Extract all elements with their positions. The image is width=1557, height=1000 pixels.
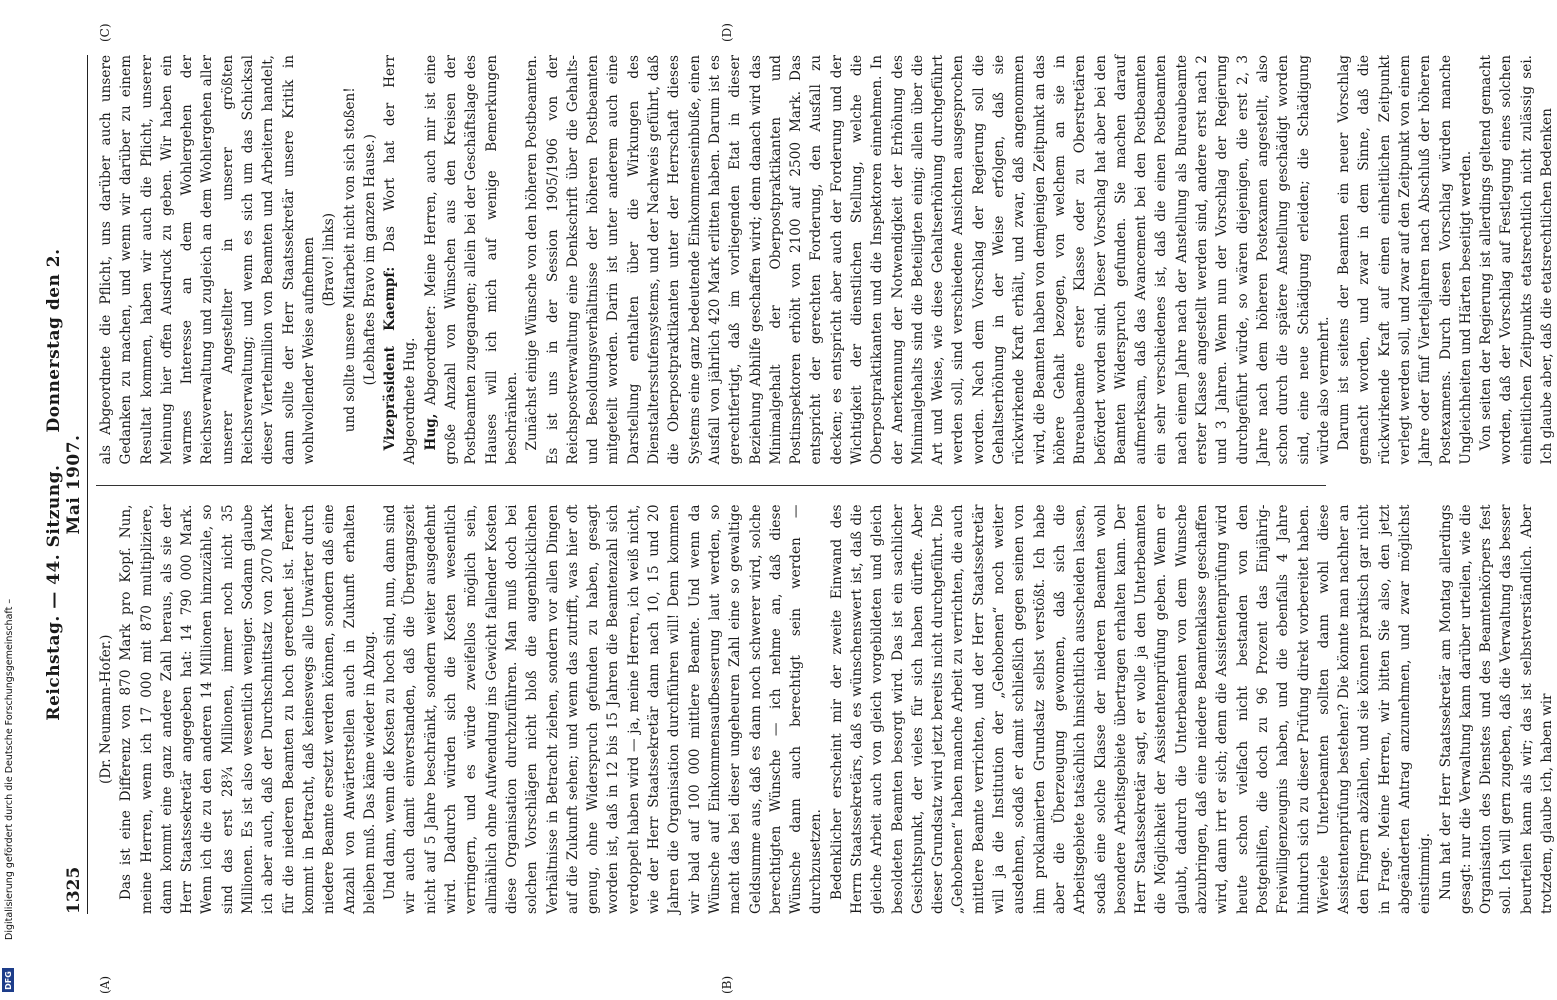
paragraph: Und dann, wenn die Kosten zu hoch sind, nun, dann sind wir auch damit einverstanden, daß die Übergangszeit nicht auf 5 Jahre beschränkt, sondern weiter ausgedehnt wird. Dadurch würden sich die Kosten wesentlich verringern, und es würde zweifellos möglich sein, allmählich ohne Aufwendung ins Gewicht fallender Kosten diese Organisation durchzuführen. Man muß doch bei solchen Vorschlägen nicht bloß die augenblicklichen Verhältnisse in Betracht ziehen, sondern vor allen Dingen auf die Zukunft sehen; und wenn das zutrifft, was hier oft genug, ohne Widerspruch gefunden zu haben, gesagt worden ist, daß in 12 bis 15 Jahren die Beamtenzahl sich verdoppelt haben wird — ja, meine Herren, ich weiß nicht, wie der Herr Staatssekretär dann nach 10, 15 und 20 Jahren die Organisation durchführen will! Denn kommen wir bald auf 100 000 mittlere Beamte. Und wenn da Wünsche auf Einkommensaufbesserung laut werden, so macht das bei dieser ungeheuren Zahl eine so gewaltige Geldsumme aus, daß es dann noch schwerer wird, solche berechtigten Wünsche — ich nehme an, daß diese Wünsche dann auch berechtigt sein werden — durchzusetzen.: [382, 504, 825, 914]
header-page-number: 1325: [64, 866, 84, 914]
paragraph: Darum ist seitens der Beamten ein neuer Vorschlag gemacht worden, und zwar in dem Sinne, daß die rückwirkende Kraft auf einen einheitlichen Zeitpunkt verlegt werden soll, und zwar auf den Zeitpunkt von einem Jahre oder fünf Vierteljahren nach Abschluß der höheren Postexamens. Durch diesen Vorschlag würden manche Ungleichheiten und Härten beseitigt werden.: [1336, 55, 1474, 465]
footer-text: Digitalisierung gefördert durch die Deutsche Forschungsgemeinschaft –: [4, 598, 15, 940]
header-date: Donnerstag den 2. Mai 1907.: [44, 248, 84, 535]
paragraph: Nun hat der Herr Staatssekretär am Montag allerdings gesagt: nur die Verwaltung kann darüber urteilen, wie die Organisation des Dienstes und des Beamtenkörpers fest soll. Ich will gern zugeben, daß die Verwaltung das besser beurteilen kann als wir; das ist selbstverständlich. Aber trotzdem, glaube ich, haben wir: [1437, 504, 1556, 914]
text-columns: [96, 54, 1556, 914]
header-session: Reichstag. — 44. Sitzung.: [44, 464, 64, 721]
chair-announcement: [380, 55, 421, 465]
column-divider: [96, 485, 1326, 486]
logo-text: DFG: [3, 970, 13, 990]
left-column: [96, 504, 1556, 915]
margin-marker-d: (D): [720, 23, 734, 42]
dfg-logo: [2, 968, 14, 992]
speaker-name: Hug,: [422, 413, 439, 451]
right-column: [96, 54, 1556, 465]
chair-speaker-name: Vizepräsident Kaempf:: [382, 266, 399, 451]
margin-marker-b: (B): [720, 975, 734, 994]
interjection: (Lebhaftes Bravo im ganzen Hause.): [361, 134, 378, 386]
speech-opening: [421, 55, 522, 465]
paragraph: Abgeordneter: Meine Herren, auch mir ist eine große Anzahl von Wünschen aus den Kreisen der Postbeamten zugegangen; allein bei der Geschäftslage des Hauses will ich mich auf wenige Bemerkungen beschränken.: [422, 54, 520, 465]
paragraph: Das ist eine Differenz von 870 Mark pro Kopf. Nun, meine Herren, wenn ich 17 000 mit 870 multipliziere, dann kommt eine ganz andere Zahl heraus, als sie der Herr Staatssekretär angegeben hat: 14 790 000 Mark. Wenn ich die zu den anderen 14 Millionen hinzuzähle, so sind das erst 28¾ Millionen, immer noch nicht 35 Millionen. Es ist also wesentlich weniger. Sodann glaube ich aber auch, daß der Durchschnittsatz von 2070 Mark für die niederen Beamten zu hoch gerechnet ist. Ferner kommt in Betracht, daß keineswegs alle Unwärter durch niedere Beamte ersetzt werden können, sondern daß eine Anzahl von Anwärterstellen auch in Zukunft erhalten bleiben muß. Das käme wieder in Abzug.: [118, 504, 378, 914]
paragraph: Zunächst einige Wünsche von den höheren Postbeamten. Es ist uns in der Session 1905/1906 von der Reichspostverwaltung eine Denkschrift über die Gehalts- und Besoldungsverhältnisse der höheren Postbeamten mitgeteilt worden. Darin ist unter anderem auch eine Darstellung enthalten über die Wirkungen des Dienstaltersstufensystems, und der Nachweis geführt, daß die Oberpostpraktikanten unter der Herrschaft dieses Systems eine ganz bedeutende Einkommenseinbuße, einen Ausfall von jährlich 420 Mark erlitten haben. Darum ist es gerechtfertigt, daß im vorliegenden Etat in dieser Beziehung Abhilfe geschaffen wird; denn danach wird das Minimalgehalt der Oberpostpraktikanten und Postinspektoren erhöht von 2100 auf 2500 Mark. Das entspricht der gerechten Forderung, den Ausfall zu decken; es entspricht aber auch der Forderung und der Wichtigkeit der dienstlichen Stellung, welche die Oberpostpraktikanten und die Inspektoren einnehmen. In der Anerkennung der Notwendigkeit der Erhöhung des Minimalgehalts sind die Beteiligten einig; allein über die Art und Weise, wie diese Gehaltserhöhung durchgeführt werden soll, sind verschiedene Ansichten ausgesprochen worden. Nach dem Vorschlag der Regierung soll die Gehaltserhöhung in der Weise erfolgen, daß sie rückwirkende Kraft erhält, und zwar, daß angenommen wird, die Beamten haben von demjenigen Zeitpunkt an das höhere Gehalt bezogen, von welchem an sie in Bureaubeamte erster Klasse oder zu Oberstretären befördert worden sind. Dieser Vorschlag hat aber bei den Beamten Widerspruch gefunden. Sie machen darauf aufmerksam, daß das Avancement bei den Postbeamten ein sehr verschiedenes ist, daß die einen Postbeamten nach einem Jahre nach der Anstellung als Bureaubeamte erster Klasse angestellt werden sind, andere erst nach 2 und 3 Jahren. Wenn nun der Vorschlag der Regierung durchgeführt würde, so wären diejenigen, die erst 2, 3 Jahre nach dem höheren Postexamen angestellt, also schon durch die spätere Anstellung geschädigt worden sind, eine neue Schädigung erleiden; die Schädigung würde also vermehrt.: [524, 55, 1332, 465]
chair-speaker-text: Das Wort hat der Herr Abgeordnete Hug.: [382, 55, 419, 465]
header-title: [44, 227, 84, 742]
page-header: [44, 55, 88, 914]
margin-marker-c: (C): [98, 23, 112, 42]
speaker-attribution: (Dr. Neumann-Hofer.): [98, 634, 114, 784]
paragraph: Bedenklicher erscheint mir der zweite Einwand des Herrn Staatssekretärs, daß es wünschenswert ist, daß die gleiche Arbeit auch von gleich vorgebildeten und gleich besoldeten Beamten besorgt wird. Das ist ein sachlicher Gesichtspunkt, der vieles für sich haben dürfte. Aber dieser Grundsatz wird jetzt bereits nicht durchgeführt. Die „Gehobenen“ haben manche Arbeit zu verrichten, die auch mittlere Beamte verrichten, und der Herr Staatssekretär will ja die Institution der „Gehobenen“ noch weiter ausdehnen, sodaß er damit schließlich gegen seinen von ihm proklamierten Grundsatz selbst verstößt. Ich habe aber die Überzeugung gewonnen, daß sich die Arbeitsgebiete tatsächlich hinsichtlich ausscheiden lassen, sodaß eine solche Klasse der niederen Beamten wohl besondere Arbeitsgebiete übertragen erhalten kann. Der Herr Staatssekretär sagt, er wolle ja den Unterbeamten die Möglichkeit der Assistentenprüfung geben. Wenn er glaubt, dadurch die Unterbeamten von dem Wunsche abzubringen, daß eine niedere Beamtenklasse geschaffen wird, dann irrt er sich; denn die Assistentenprüfung wird heute schon vielfach nicht bestanden von den Postgehilfen, die doch zu 96 Prozent das Einjährig-Freiwilligenzeugnis haben, und die ebenfalls 4 Jahre hindurch sich zu dieser Prüfung direkt vorbereitet haben. Wieviele Unterbeamten sollten dann wohl diese Assistentenprüfung bestehen? Die könnte man nachher an den Fingern abzählen, und sie können praktisch gar nicht in Frage. Meine Herren, wir bitten Sie also, den jetzt abgeänderten Antrag anzunehmen, und zwar möglichst einstimmig.: [828, 504, 1434, 914]
interjection: (Bravo! links): [321, 213, 338, 307]
paragraph: Von seiten der Regierung ist allerdings geltend gemacht worden, daß der Vorschlag auf Festlegung eines solchen einheitlichen Zeitpunkts etatsrechtlich nicht zulässig sei. Ich glaube aber, daß die etatsrechtlichen Bedenken: [1478, 55, 1556, 465]
margin-marker-a: (A): [98, 975, 112, 994]
digitization-footer: [4, 0, 16, 1000]
statement-line: und sollte unsere Mitarbeit nicht von sich stoßen!: [341, 87, 358, 433]
paragraph: als Abgeordnete die Pflicht, uns darüber auch unsere Gedanken zu machen, und wenn wir darüber zu einem Resultat kommen, haben wir auch die Pflicht, unserer Meinung hier offen Ausdruck zu geben. Wir haben ein warmes Interesse an dem Wohlergehen der Reichsverwaltung und zugleich an dem Wohlergehen aller unserer Angestellter in unserer größten Reichsverwaltung; und wenn es sich um das Schicksal dieser Viertelmillion von Beamten und Arbeitern handelt, dann sollte der Herr Staatssekretär unsere Kritik in wohlwollender Weise aufnehmen: [98, 55, 317, 465]
